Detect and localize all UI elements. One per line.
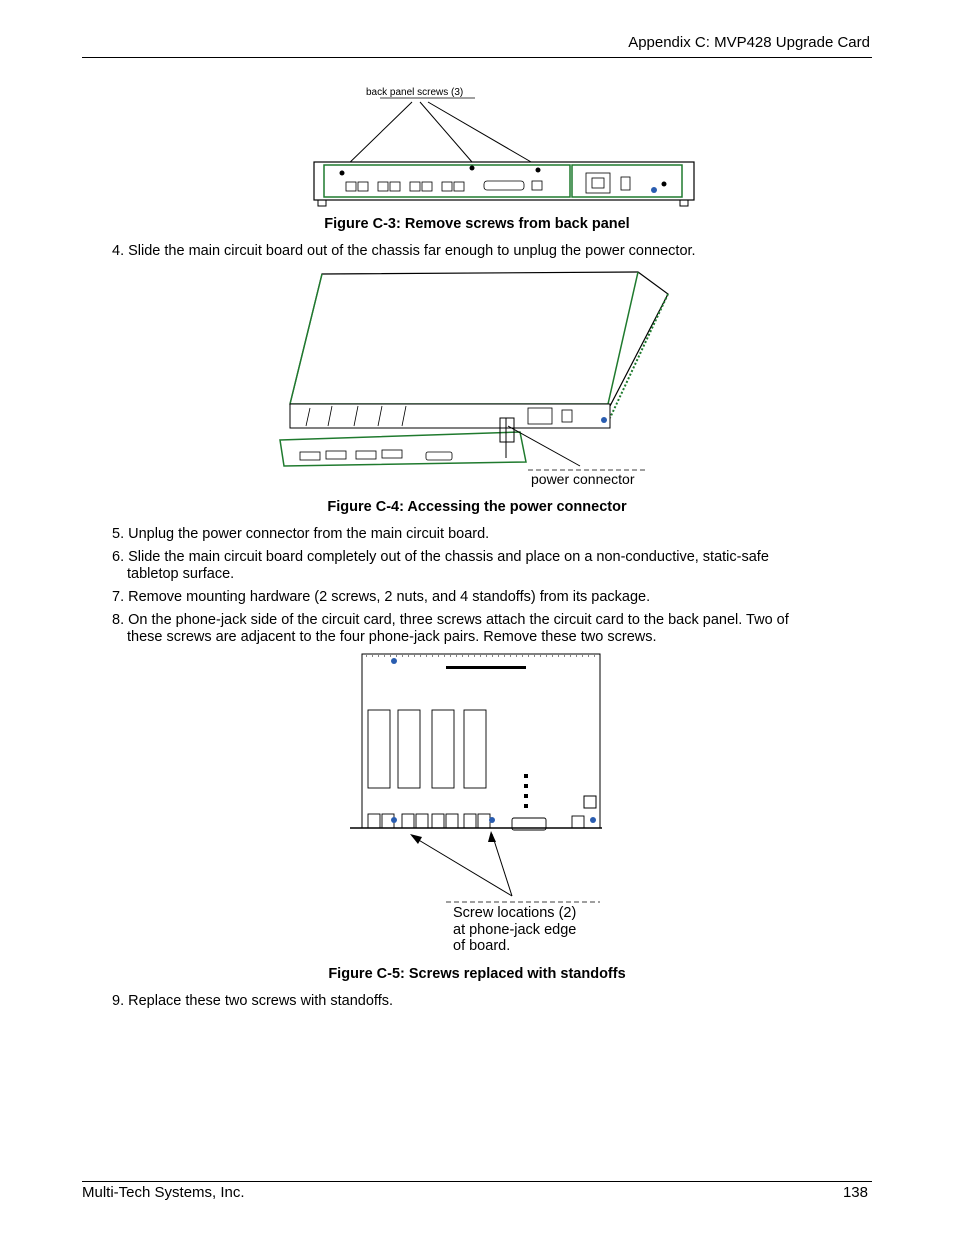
page-header-title: Appendix C: MVP428 Upgrade Card: [628, 34, 870, 51]
figure-standoffs: [346, 650, 608, 956]
callout-line-2: at phone-jack edge: [453, 922, 577, 938]
step-7: [112, 589, 857, 606]
step-7-text: 7. Remove mounting hardware (2 screws, 2 nuts, and 4 standoffs) from its package.: [112, 589, 651, 605]
step-4-text: 4. Slide the main circuit board out of the chassis far enough to unplug the power connector.: [112, 243, 696, 259]
footer-company: Multi-Tech Systems, Inc.: [82, 1184, 245, 1201]
callout-back-panel-screws: back panel screws (3): [366, 87, 464, 98]
step-6-text: 6. Slide the main circuit board completely out of the chassis and place on a non-conductive, static-safe: [112, 549, 769, 565]
step-8-text: 8. On the phone-jack side of the circuit card, three screws attach the circuit card to the back panel. Two of: [112, 612, 789, 628]
step-4: [112, 243, 857, 260]
page-number: 138: [842, 1184, 868, 1201]
step-5-text: 5. Unplug the power connector from the main circuit board.: [112, 526, 490, 542]
step-6-continuation: tabletop surface.: [127, 566, 235, 582]
figure-c4-caption: Figure C-4: Accessing the power connector: [327, 499, 627, 515]
step-5: [112, 526, 857, 543]
figure-back-panel: [300, 80, 700, 215]
step-9: [112, 993, 857, 1010]
step-9-text: 9. Replace these two screws with standoffs.: [112, 993, 394, 1009]
footer-rule: [82, 1181, 872, 1182]
step-6: [112, 549, 857, 583]
step-8-continuation: these screws are adjacent to the four phone-jack pairs. Remove these two screws.: [127, 629, 657, 645]
header-rule: [82, 57, 872, 58]
step-8: [112, 612, 857, 646]
figure-power-connector: [270, 268, 690, 490]
callout-line-3: of board.: [453, 938, 511, 954]
callout-line-1: Screw locations (2): [453, 905, 577, 921]
figure-c3-caption: Figure C-3: Remove screws from back panel: [324, 216, 630, 232]
figure-c5-caption: Figure C-5: Screws replaced with standoffs: [328, 966, 626, 982]
callout-power-connector: power connector: [531, 471, 635, 487]
